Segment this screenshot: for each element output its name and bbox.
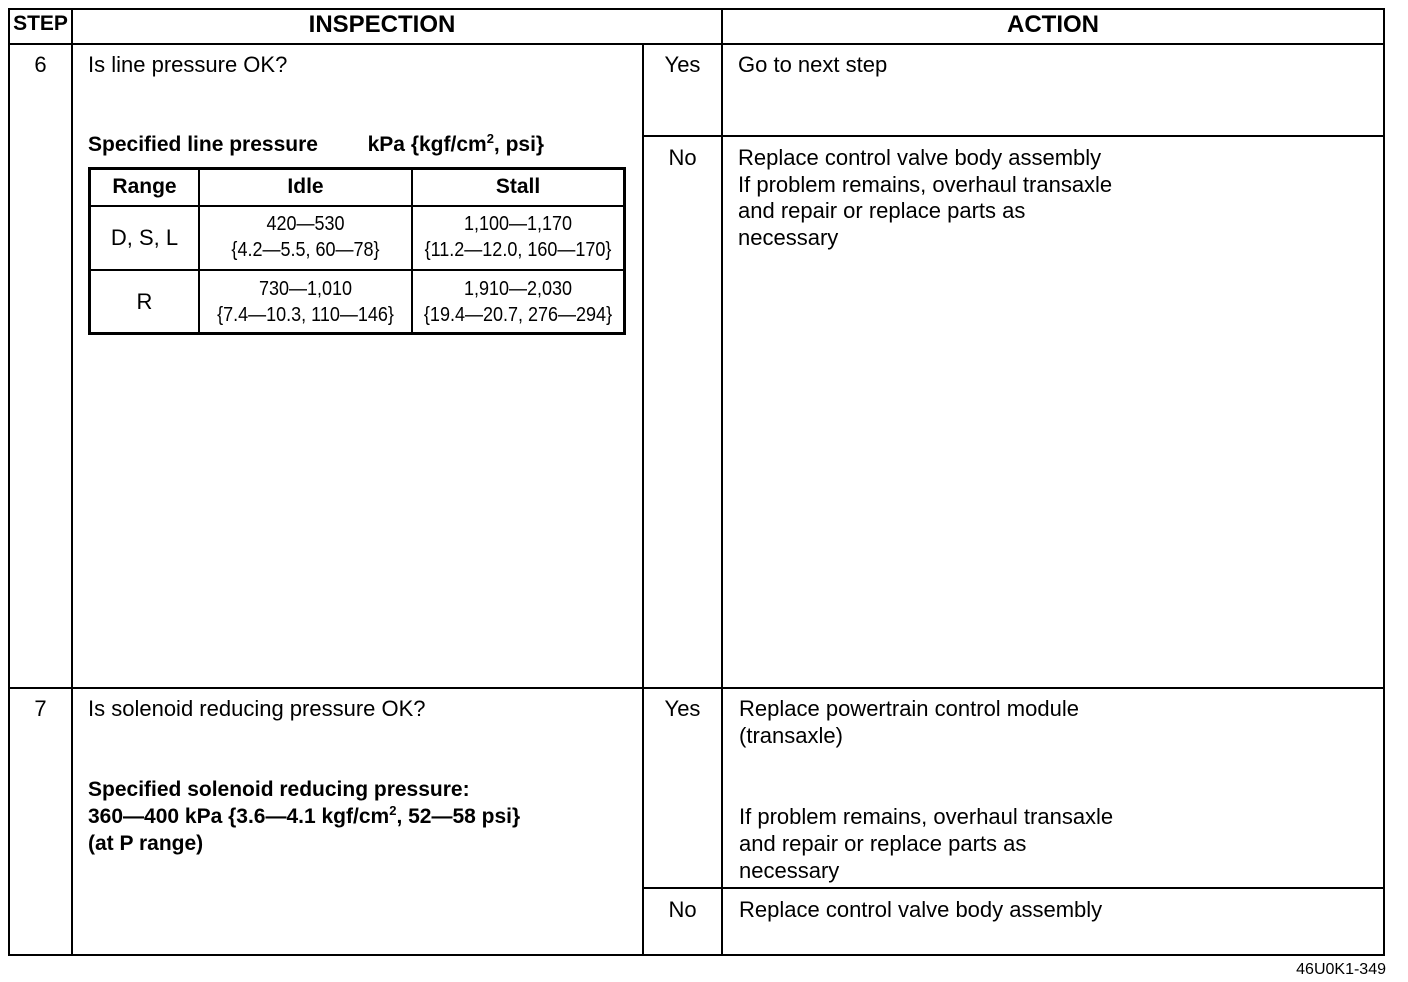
step-6-yes-label: Yes (664, 52, 701, 77)
step-7-spec-line: (at P range) (88, 832, 204, 855)
spec-header-stall: Stall (495, 175, 541, 198)
step-7-yes-action-line: (transaxle) (739, 723, 843, 748)
spec-row-range: D, S, L (110, 225, 179, 250)
step-header: STEP (13, 12, 68, 35)
spec-units-text: kPa {kgf/cm (367, 133, 487, 156)
step-6-no-label: No (668, 145, 697, 170)
spec-header-range: Range (112, 175, 177, 198)
spec-units-post: , psi} (493, 133, 545, 156)
table-bottom-border (8, 954, 1385, 956)
action-column-divider (721, 8, 723, 956)
spec-row-stall-kpa: 1,910—2,030 (463, 278, 573, 300)
spec-value-text: 360—400 kPa {3.6—4.1 kgf/cm (88, 805, 390, 828)
spec-row-range: R (136, 289, 153, 314)
figure-code: 46U0K1-349 (1296, 961, 1386, 978)
spec-units-sup: 2 (486, 131, 494, 146)
step-7-yes-action-line: and repair or replace parts as (739, 831, 1027, 856)
spec-title-text: Specified line pressure (88, 133, 318, 156)
step-7-yes-action-line: Replace powertrain control module (739, 696, 1079, 721)
spec-row-idle-alt: {4.2—5.5, 60—78} (231, 239, 380, 261)
step-7-yes-action-line: necessary (739, 858, 840, 883)
spec-row-stall-alt: {11.2—12.0, 160—170} (424, 239, 612, 261)
spec-row-stall-kpa: 1,100—1,170 (463, 213, 573, 235)
step-7-yes-label: Yes (664, 696, 701, 721)
line-pressure-spec-table (88, 167, 626, 335)
spec-header-idle: Idle (287, 175, 324, 198)
spec-table-header-divider (91, 205, 623, 207)
inspection-header: INSPECTION (308, 11, 456, 38)
step-6-spec-title (88, 131, 544, 158)
table-top-border (8, 8, 1385, 10)
spec-row-stall-alt: {19.4—20.7, 276—294} (423, 304, 613, 326)
step-7-question: Is solenoid reducing pressure OK? (88, 696, 426, 721)
table-right-border (1383, 8, 1385, 956)
step-6-number: 6 (34, 52, 47, 77)
step-7-no-label: No (668, 897, 697, 922)
spec-value-post: , 52—58 psi} (396, 805, 521, 828)
step-6-no-action-line: and repair or replace parts as (738, 198, 1026, 223)
step-7-yes-action-line: If problem remains, overhaul transaxle (739, 804, 1114, 829)
step-7-number: 7 (34, 696, 47, 721)
spec-row-idle-kpa: 420—530 (266, 213, 345, 235)
action-header: ACTION (1007, 11, 1099, 38)
step-6-question: Is line pressure OK? (88, 52, 288, 77)
spec-row-idle-kpa: 730—1,010 (258, 278, 353, 300)
step-column-divider (71, 8, 73, 956)
header-bottom-border (8, 43, 1385, 45)
row-divider (8, 687, 1385, 689)
step-6-no-action-line: Replace control valve body assembly (738, 145, 1102, 170)
step-6-no-action-line: necessary (738, 225, 839, 250)
spec-table-row-divider (91, 269, 623, 271)
step7-yes-no-divider (642, 887, 1385, 889)
spec-row-idle-alt: {7.4—10.3, 110—146} (217, 304, 394, 326)
step-7-spec-line: Specified solenoid reducing pressure: (88, 778, 470, 801)
step-6-no-action-line: If problem remains, overhaul transaxle (738, 172, 1113, 197)
table-left-border (8, 8, 10, 956)
step-6-yes-action: Go to next step (738, 52, 888, 77)
spec-value-sup: 2 (389, 803, 397, 818)
answer-column-divider (642, 43, 644, 956)
step-7-no-action: Replace control valve body assembly (739, 897, 1103, 922)
step6-yes-no-divider (642, 135, 1385, 137)
step-7-spec-line (88, 803, 520, 830)
